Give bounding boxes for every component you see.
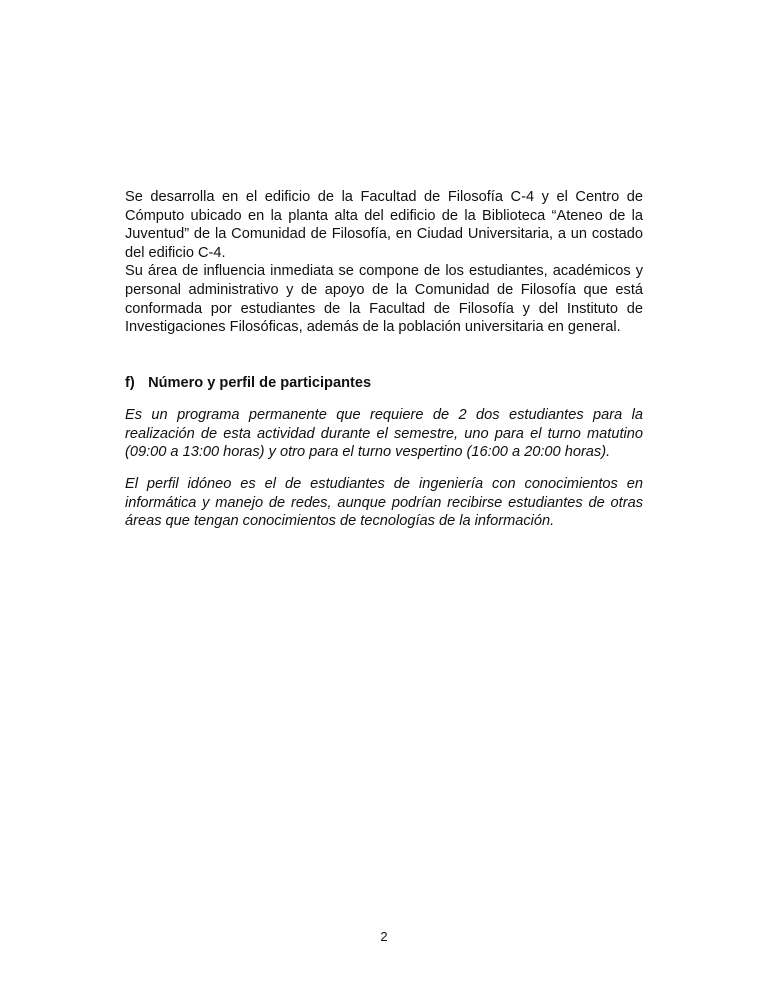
- intro-paragraph-influence: Su área de influencia inmediata se compone de los estudiantes, académicos y personal administrativo y de apoyo de la Comunidad de Filosofía que está conformada por estudiantes de la Facultad de Filosofía y del Instituto de Investigaciones Filosóficas, además de la población universitaria en general.: [125, 263, 643, 336]
- section-marker: f): [125, 375, 135, 391]
- section-heading: [125, 374, 643, 393]
- participants-paragraph: Es un programa permanente que requiere de 2 dos estudiantes para la realización de esta actividad durante el semestre, uno para el turno matutino (09:00 a 13:00 horas) y otro para el turno vespertino (16:00 a 20:00 horas).: [125, 407, 643, 461]
- intro-paragraph-location: Se desarrolla en el edificio de la Facultad de Filosofía C-4 y el Centro de Cómputo ubicado en la planta alta del edificio de la Biblioteca “Ateneo de la Juventud” de la Comunidad de Filosofía, en Ciudad Universitaria, a un costado del edificio C-4.: [125, 189, 643, 261]
- page-number: 2: [380, 929, 388, 944]
- profile-paragraph: El perfil idóneo es el de estudiantes de ingeniería con conocimientos en informática y manejo de redes, aunque podrían recibirse estudiantes de otras áreas que tengan conocimientos de tecnologías de la información.: [125, 476, 643, 530]
- section-title: Número y perfil de participantes: [148, 375, 372, 391]
- intro-section: [125, 188, 643, 337]
